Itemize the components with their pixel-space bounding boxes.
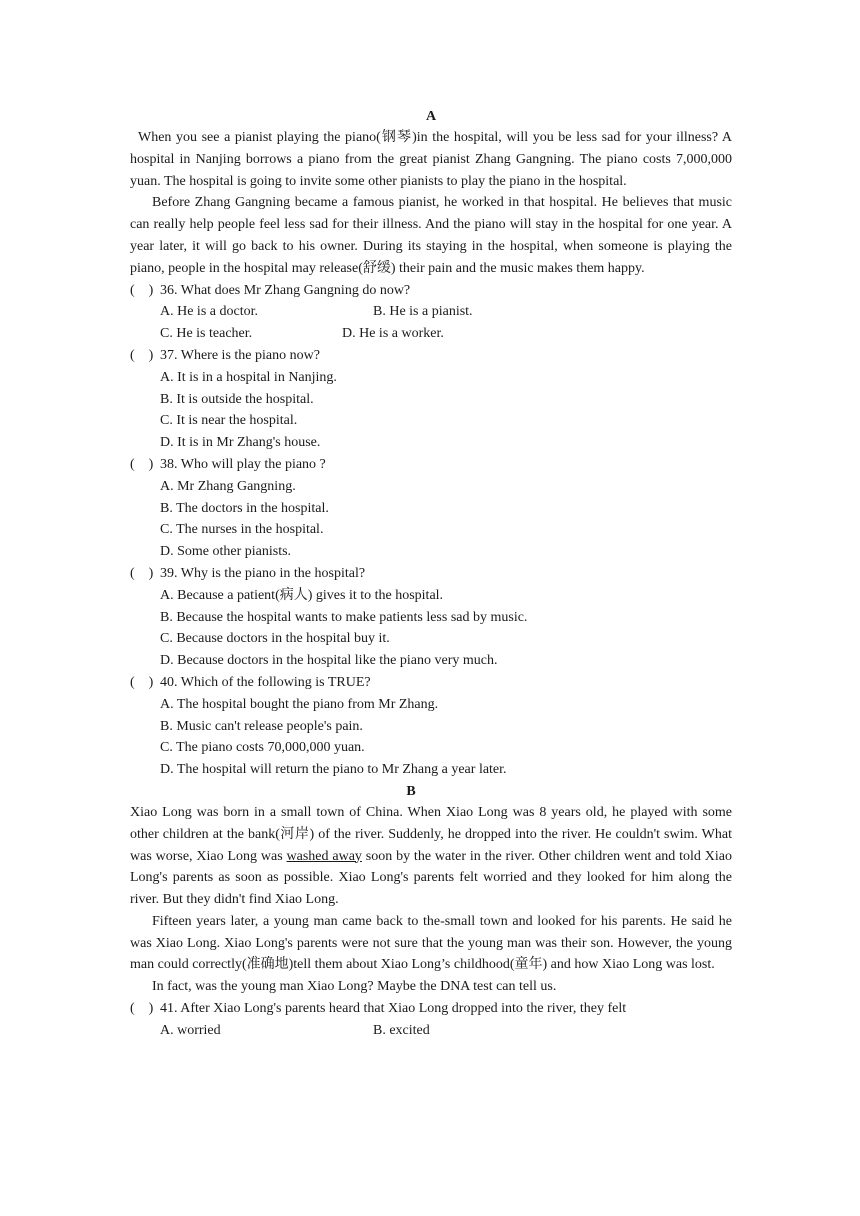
- answer-blank[interactable]: ( ): [130, 347, 154, 363]
- answer-blank[interactable]: ( ): [130, 674, 154, 690]
- question-41-options-row-1: [130, 1020, 732, 1042]
- question-text: 37. Where is the piano now?: [160, 347, 320, 363]
- section-a-paragraph-1: When you see a pianist playing the piano(钢琴)in the hospital, will you be less sad for your illness? A hospital in Nanjing borrows a piano from the great pianist Zhang Gangning. The piano costs 7,000,000 yuan. The hospital is going to invite some other pianists to play the piano in the hospital.: [130, 130, 732, 189]
- option-c: C. The nurses in the hospital.: [160, 522, 324, 538]
- section-b-paragraph-3: In fact, was the young man Xiao Long? Maybe the DNA test can tell us.: [152, 979, 557, 995]
- option-a: A. It is in a hospital in Nanjing.: [160, 369, 337, 385]
- option-b: B. He is a pianist.: [373, 304, 473, 320]
- option-c: C. It is near the hospital.: [160, 413, 298, 429]
- question-text: 36. What does Mr Zhang Gangning do now?: [160, 282, 411, 298]
- section-b-heading: B: [406, 783, 416, 799]
- option-a: A. He is a doctor.: [160, 304, 258, 320]
- section-a: [130, 107, 732, 1042]
- underlined-phrase: washed away: [286, 848, 362, 864]
- option-c: C. The piano costs 70,000,000 yuan.: [160, 740, 365, 756]
- option-d: D. The hospital will return the piano to Mr Zhang a year later.: [160, 762, 507, 778]
- option-b: B. Because the hospital wants to make patients less sad by music.: [160, 609, 528, 625]
- option-d: D. It is in Mr Zhang's house.: [160, 435, 321, 451]
- option-a: A. The hospital bought the piano from Mr Zhang.: [160, 696, 439, 712]
- section-b-paragraph-2: Fifteen years later, a young man came back to the-small town and looked for his parents. He said he was Xiao Long. Xiao Long's parents were not sure that the young man was their son. However, the young man could correctly(准确地)tell them about Xiao Long’s childhood(童年) and how Xiao Long was lost.: [130, 913, 732, 973]
- question-36-options-row-2: [130, 323, 732, 345]
- option-d: D. Because doctors in the hospital like the piano very much.: [160, 653, 498, 669]
- question-38: [130, 454, 732, 476]
- answer-blank[interactable]: ( ): [130, 456, 154, 472]
- option-a: A. Because a patient(病人) gives it to the hospital.: [160, 587, 444, 603]
- option-c: C. He is teacher.: [160, 326, 253, 342]
- question-text: 40. Which of the following is TRUE?: [160, 674, 371, 690]
- question-text: 38. Who will play the piano ?: [160, 456, 326, 472]
- question-40: [130, 672, 732, 694]
- option-b: B. Music can't release people's pain.: [160, 718, 363, 734]
- option-d: D. He is a worker.: [342, 326, 444, 342]
- question-36: [130, 280, 732, 302]
- question-37: [130, 345, 732, 367]
- question-text: 41. After Xiao Long's parents heard that Xiao Long dropped into the river, they felt: [160, 1001, 627, 1017]
- section-b-paragraph-1: Xiao Long was born in a small town of China. When Xiao Long was 8 years old, he played with some other children at the bank(河岸) of the river. Suddenly, he dropped into the river. He couldn't swim. What was worse, Xiao Long was washed away soon by the water in the river. Other children went and told Xiao Long's parents as soon as possible. Xiao Long's parents felt worried and they looked for him along the river. But they didn't find Xiao Long.: [130, 804, 732, 908]
- option-a: A. worried: [160, 1022, 221, 1038]
- option-b: B. excited: [373, 1022, 430, 1038]
- answer-blank[interactable]: ( ): [130, 282, 154, 298]
- answer-blank[interactable]: ( ): [130, 565, 154, 581]
- option-b: B. It is outside the hospital.: [160, 391, 314, 407]
- question-text: 39. Why is the piano in the hospital?: [160, 565, 366, 581]
- option-a: A. Mr Zhang Gangning.: [160, 478, 296, 494]
- section-a-paragraph-2: Before Zhang Gangning became a famous pianist, he worked in that hospital. He believes that music can really help people feel less sad for their illness. And the piano will stay in the hospital for one year. A year later, it will go back to his owner. During its staying in the hospital, when someone is playing the piano, people in the hospital may release(舒缓) their pain and the music makes them happy.: [130, 195, 732, 276]
- answer-blank[interactable]: ( ): [130, 1001, 154, 1017]
- section-a-heading: A: [425, 109, 437, 124]
- option-d: D. Some other pianists.: [160, 544, 292, 560]
- option-b: B. The doctors in the hospital.: [160, 500, 329, 516]
- question-36-options-row-1: [130, 301, 732, 323]
- option-c: C. Because doctors in the hospital buy it.: [160, 631, 390, 647]
- question-41: [130, 998, 732, 1020]
- question-39: [130, 563, 732, 585]
